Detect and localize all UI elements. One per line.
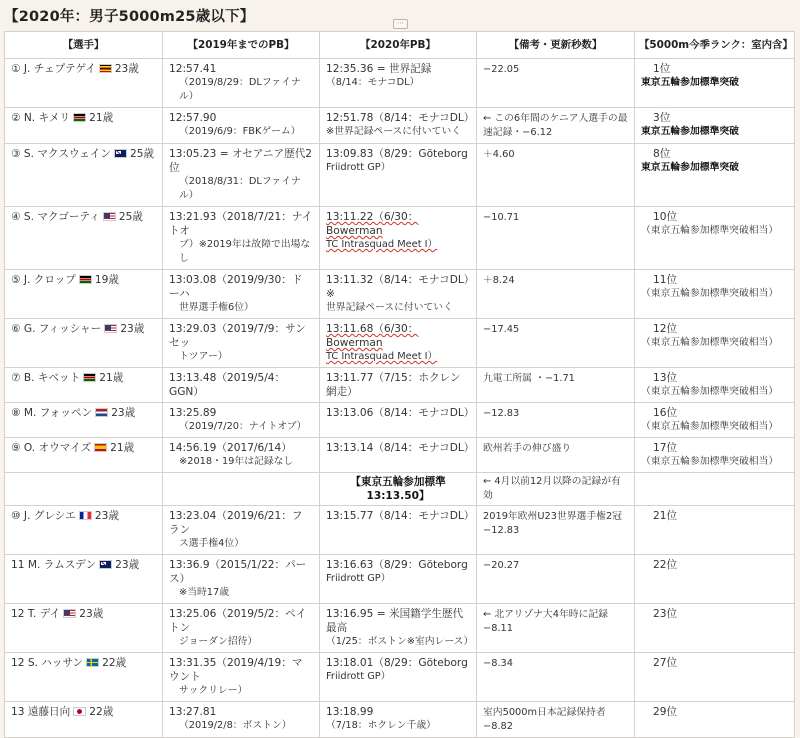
athlete-cell: [5, 438, 163, 473]
pb2019-value: 12:57.41: [169, 63, 217, 75]
rank-value: 17位: [653, 442, 678, 454]
pb2020-detail: （7/18：ホクレン千歳）: [326, 720, 436, 731]
pb2020-value: 13:11.77（7/15：ホクレン網走）: [326, 372, 461, 398]
pb2019-value: 13:13.48（2019/5/4：GGN）: [169, 372, 286, 398]
table-row: [5, 108, 795, 144]
note-value: 欧州若手の伸び盛り: [483, 443, 572, 454]
pb2019-detail: （2018/8/31：DLファイナル）: [179, 176, 301, 201]
table-row: [5, 604, 795, 653]
athlete-name: ⑦ B. キベット: [11, 372, 81, 384]
athlete-name: ⑥ G. フィッシャー: [11, 323, 102, 335]
note-cell: [477, 59, 635, 108]
rank-cell: [635, 403, 795, 438]
table-row: [5, 319, 795, 368]
rank-cell: [635, 555, 795, 604]
athlete-cell: [5, 506, 163, 555]
note-detail: 速記録・−6.12: [483, 127, 553, 138]
athlete-age: 23歳: [114, 63, 139, 75]
pb2019-detail: ス選手権4位）: [179, 538, 245, 549]
note-value: −12.83: [483, 408, 520, 419]
pb2020-cell: [320, 108, 477, 144]
pb2020-value: 13:11.22（6/30：Bowerman: [326, 211, 419, 237]
pb2020-cell: [320, 702, 477, 738]
rank-value: 16位: [653, 407, 678, 419]
athlete-name: ④ S. マクゴーティ: [11, 211, 100, 223]
pb2019-value: 13:25.89: [169, 407, 217, 419]
note-value: −17.45: [483, 324, 520, 335]
pb2019-cell: [163, 506, 320, 555]
page-title: 【2020年：男子5000m25歳以下】: [4, 8, 255, 25]
note-cell: [477, 270, 635, 319]
qualification-status: （東京五輪参加標準突破相当）: [641, 288, 779, 299]
note-detail: −8.82: [483, 721, 514, 732]
pb2020-cell: [320, 207, 477, 270]
olympic-standard-row: [5, 473, 795, 506]
us-flag-icon: [104, 324, 117, 333]
pb2019-detail: （2019/6/9：FBKゲーム）: [179, 126, 301, 137]
pb2020-cell: [320, 144, 477, 207]
rank-cell: [635, 368, 795, 403]
ranking-table: [4, 31, 795, 738]
note-cell: [477, 506, 635, 555]
athlete-age: 23歳: [120, 323, 145, 335]
athlete-age: 25歳: [118, 211, 143, 223]
rank-cell: [635, 59, 795, 108]
header-pb2019: 【2019年までのPB】: [163, 32, 320, 59]
athlete-cell: [5, 144, 163, 207]
pb2019-value: 13:21.93（2018/7/21：ナイトオ: [169, 211, 313, 237]
note-detail: −12.83: [483, 525, 520, 536]
ke-flag-icon: [73, 113, 86, 122]
note-cell: [477, 319, 635, 368]
header-rank: 【5000m今季ランク：室内含】: [635, 32, 795, 59]
rank-cell: [635, 506, 795, 555]
rank-cell: [635, 207, 795, 270]
table-row: [5, 438, 795, 473]
athlete-cell: [5, 604, 163, 653]
pb2020-detail: Friidrott GP）: [326, 162, 391, 173]
table-row: [5, 403, 795, 438]
athlete-cell: [5, 555, 163, 604]
note-value: −22.05: [483, 64, 520, 75]
pb2020-cell: [320, 438, 477, 473]
table-row: [5, 144, 795, 207]
athlete-age: 22歳: [89, 706, 114, 718]
pb2020-detail: 世界記録ペースに付いていく: [326, 302, 453, 313]
athlete-cell: [5, 319, 163, 368]
table-row: [5, 270, 795, 319]
pb2020-cell: [320, 403, 477, 438]
note-cell: [477, 438, 635, 473]
table-row: [5, 555, 795, 604]
note-cell: [477, 368, 635, 403]
pb2019-detail: （2019/2/8：ボストン）: [179, 720, 292, 731]
olympic-standard-note: ← 4月以前12月以降の記録が有効: [477, 473, 635, 506]
drag-handle-icon[interactable]: ⋯: [393, 19, 408, 29]
au-flag-icon: [114, 149, 127, 158]
rank-cell: [635, 702, 795, 738]
rank-value: 13位: [653, 372, 678, 384]
pb2019-cell: [163, 108, 320, 144]
pb2020-detail: （8/14：モナコDL）: [326, 77, 420, 88]
rank-value: 23位: [653, 608, 678, 620]
rank-value: 21位: [653, 510, 678, 522]
pb2020-value: 13:09.83（8/29：Göteborg: [326, 148, 468, 160]
note-cell: [477, 207, 635, 270]
title-bar: [0, 0, 800, 30]
pb2020-value: 12:51.78（8/14：モナコDL）: [326, 112, 475, 124]
note-detail: −8.11: [483, 623, 514, 634]
rank-cell: [635, 319, 795, 368]
table-row: [5, 368, 795, 403]
table-row: [5, 506, 795, 555]
athlete-cell: [5, 59, 163, 108]
pb2019-cell: [163, 144, 320, 207]
pb2020-detail: Friidrott GP）: [326, 671, 391, 682]
pb2020-detail: ※世界記録ペースに付いていく: [326, 126, 462, 137]
pb2019-value: 13:03.08（2019/9/30：ドーハ: [169, 274, 303, 300]
note-cell: [477, 403, 635, 438]
note-cell: [477, 653, 635, 702]
pb2020-detail: TC Intrasquad Meet Ⅰ）: [326, 351, 438, 362]
pb2019-detail: トツアー）: [179, 351, 228, 362]
us-flag-icon: [63, 609, 76, 618]
pb2019-cell: [163, 403, 320, 438]
pb2019-cell: [163, 59, 320, 108]
jp-flag-icon: [73, 707, 86, 716]
rank-value: 11位: [653, 274, 678, 286]
note-value: ＋4.60: [483, 149, 515, 160]
note-value: 室内5000m日本記録保持者: [483, 707, 606, 718]
header-athlete: 【選手】: [5, 32, 163, 59]
athlete-age: 23歳: [111, 407, 136, 419]
pb2019-cell: [163, 270, 320, 319]
rank-value: 3位: [653, 112, 671, 124]
athlete-cell: [5, 270, 163, 319]
athlete-name: 11 M. ラムスデン: [11, 559, 97, 571]
pb2019-cell: [163, 438, 320, 473]
pb2020-cell: [320, 59, 477, 108]
pb2019-value: 14:56.19（2017/6/14）: [169, 442, 292, 454]
pb2019-cell: [163, 604, 320, 653]
ke-flag-icon: [83, 373, 96, 382]
pb2019-value: 13:36.9（2015/1/22：パース）: [169, 559, 307, 585]
rank-cell: [635, 270, 795, 319]
se-flag-icon: [86, 658, 99, 667]
pb2019-detail: 世界選手権6位）: [179, 302, 254, 313]
qualification-status: （東京五輪参加標準突破相当）: [641, 386, 779, 397]
pb2019-value: 12:57.90: [169, 112, 217, 124]
pb2020-detail: TC Intrasquad Meet Ⅰ）: [326, 239, 438, 250]
rank-value: 12位: [653, 323, 678, 335]
pb2020-cell: [320, 653, 477, 702]
pb2019-value: 13:05.23 = オセアニア歴代2位: [169, 148, 313, 174]
pb2020-cell: [320, 368, 477, 403]
rank-cell: [635, 108, 795, 144]
rank-value: 8位: [653, 148, 671, 160]
nl-flag-icon: [95, 408, 108, 417]
table-row: [5, 207, 795, 270]
athlete-cell: [5, 368, 163, 403]
note-value: −20.27: [483, 560, 520, 571]
qualification-status: （東京五輪参加標準突破相当）: [641, 225, 779, 236]
pb2019-cell: [163, 702, 320, 738]
athlete-name: ⑨ O. オウマイズ: [11, 442, 92, 454]
note-cell: [477, 702, 635, 738]
pb2019-detail: ※2018・19年は記録なし: [179, 456, 294, 467]
pb2020-cell: [320, 270, 477, 319]
athlete-name: ⑩ J. グレシエ: [11, 510, 76, 522]
pb2019-detail: ※当時17歳: [179, 587, 230, 598]
qualification-status: （東京五輪参加標準突破相当）: [641, 421, 779, 432]
pb2019-detail: （2019/8/29：DLファイナル）: [179, 77, 301, 102]
note-cell: [477, 108, 635, 144]
athlete-cell: [5, 207, 163, 270]
athlete-cell: [5, 653, 163, 702]
athlete-age: 23歳: [79, 608, 104, 620]
pb2020-value: 13:18.99: [326, 706, 374, 718]
athlete-cell: [5, 702, 163, 738]
pb2020-value: 12:35.36 = 世界記録: [326, 63, 432, 75]
athlete-name: ① J. チェプテゲイ: [11, 63, 96, 75]
qualification-status: 東京五輪参加標準突破: [641, 126, 739, 137]
rank-value: 22位: [653, 559, 678, 571]
pb2020-detail: （1/25：ボストン※室内レース）: [326, 636, 474, 647]
pb2020-value: 13:16.63（8/29：Göteborg: [326, 559, 468, 571]
athlete-age: 21歳: [89, 112, 114, 124]
note-cell: [477, 144, 635, 207]
note-value: −10.71: [483, 212, 520, 223]
pb2019-cell: [163, 555, 320, 604]
athlete-name: ③ S. マクスウェイン: [11, 148, 111, 160]
pb2020-detail: Friidrott GP）: [326, 573, 391, 584]
pb2020-value: 13:13.06（8/14：モナコDL）: [326, 407, 475, 419]
note-value: ← この6年間のケニア人選手の最: [483, 113, 628, 124]
qualification-status: （東京五輪参加標準突破相当）: [641, 456, 779, 467]
note-value: ← 北アリゾナ大4年時に記録: [483, 609, 608, 620]
pb2019-detail: ブ）※2019年は故障で出場なし: [179, 239, 311, 264]
athlete-name: ⑤ J. クロップ: [11, 274, 76, 286]
pb2019-cell: [163, 319, 320, 368]
header-note: 【備考・更新秒数】: [477, 32, 635, 59]
table-row: [5, 59, 795, 108]
rank-cell: [635, 438, 795, 473]
note-value: 2019年欧州U23世界選手権2冠: [483, 511, 622, 522]
ke-flag-icon: [79, 275, 92, 284]
pb2020-value: 13:18.01（8/29：Göteborg: [326, 657, 468, 669]
rank-cell: [635, 144, 795, 207]
header-pb2020: 【2020年PB】: [320, 32, 477, 59]
note-value: −8.34: [483, 658, 514, 669]
olympic-standard-label: 【東京五輪参加標準 13:13.50】: [320, 473, 477, 506]
pb2019-value: 13:23.04（2019/6/21：フラン: [169, 510, 303, 536]
table-row: [5, 653, 795, 702]
pb2020-value: 13:11.68（6/30：Bowerman: [326, 323, 419, 349]
pb2019-value: 13:29.03（2019/7/9：サンセッ: [169, 323, 306, 349]
athlete-name: 12 T. デイ: [11, 608, 61, 620]
athlete-age: 25歳: [129, 148, 155, 160]
pb2019-cell: [163, 368, 320, 403]
es-flag-icon: [94, 443, 107, 452]
athlete-name: 13 遠藤日向: [11, 706, 71, 718]
rank-value: 27位: [653, 657, 678, 669]
au-flag-icon: [99, 560, 112, 569]
rank-value: 29位: [653, 706, 678, 718]
table-header-row: [5, 32, 795, 59]
pb2020-value: 13:16.95 = 米国籍学生歴代最高: [326, 608, 464, 634]
pb2020-value: 13:15.77（8/14：モナコDL）: [326, 510, 475, 522]
qualification-status: 東京五輪参加標準突破: [641, 77, 739, 88]
pb2020-cell: [320, 319, 477, 368]
pb2020-cell: [320, 555, 477, 604]
athlete-age: 21歳: [110, 442, 135, 454]
pb2020-value: 13:13.14（8/14：モナコDL）: [326, 442, 475, 454]
pb2019-value: 13:31.35（2019/4/19：マウント: [169, 657, 303, 683]
athlete-age: 21歳: [99, 372, 124, 384]
pb2020-value: 13:11.32（8/14：モナコDL）※: [326, 274, 470, 300]
note-cell: [477, 604, 635, 653]
pb2019-cell: [163, 653, 320, 702]
us-flag-icon: [103, 212, 116, 221]
rank-cell: [635, 653, 795, 702]
pb2019-value: 13:27.81: [169, 706, 217, 718]
note-value: ＋8.24: [483, 275, 515, 286]
rank-value: 10位: [653, 211, 678, 223]
note-cell: [477, 555, 635, 604]
qualification-status: （東京五輪参加標準突破相当）: [641, 337, 779, 348]
table-row: [5, 702, 795, 738]
fr-flag-icon: [79, 511, 92, 520]
pb2019-detail: サックリレー）: [179, 685, 248, 696]
pb2019-detail: ジョーダン招待）: [179, 636, 258, 647]
athlete-cell: [5, 403, 163, 438]
pb2019-cell: [163, 207, 320, 270]
ug-flag-icon: [99, 64, 112, 73]
athlete-name: ⑧ M. フォッペン: [11, 407, 93, 419]
pb2019-value: 13:25.06（2019/5/2：ペイトン: [169, 608, 307, 634]
athlete-age: 22歳: [102, 657, 127, 669]
athlete-cell: [5, 108, 163, 144]
athlete-name: 12 S. ハッサン: [11, 657, 84, 669]
athlete-age: 23歳: [115, 559, 140, 571]
athlete-name: ② N. キメリ: [11, 112, 71, 124]
pb2019-detail: （2019/7/20：ナイトオブ）: [179, 421, 307, 432]
pb2020-cell: [320, 604, 477, 653]
rank-cell: [635, 604, 795, 653]
pb2020-cell: [320, 506, 477, 555]
athlete-age: 23歳: [94, 510, 119, 522]
qualification-status: 東京五輪参加標準突破: [641, 162, 739, 173]
note-value: 九電工所属 ・−1.71: [483, 373, 575, 384]
rank-value: 1位: [653, 63, 671, 75]
athlete-age: 19歳: [94, 274, 119, 286]
